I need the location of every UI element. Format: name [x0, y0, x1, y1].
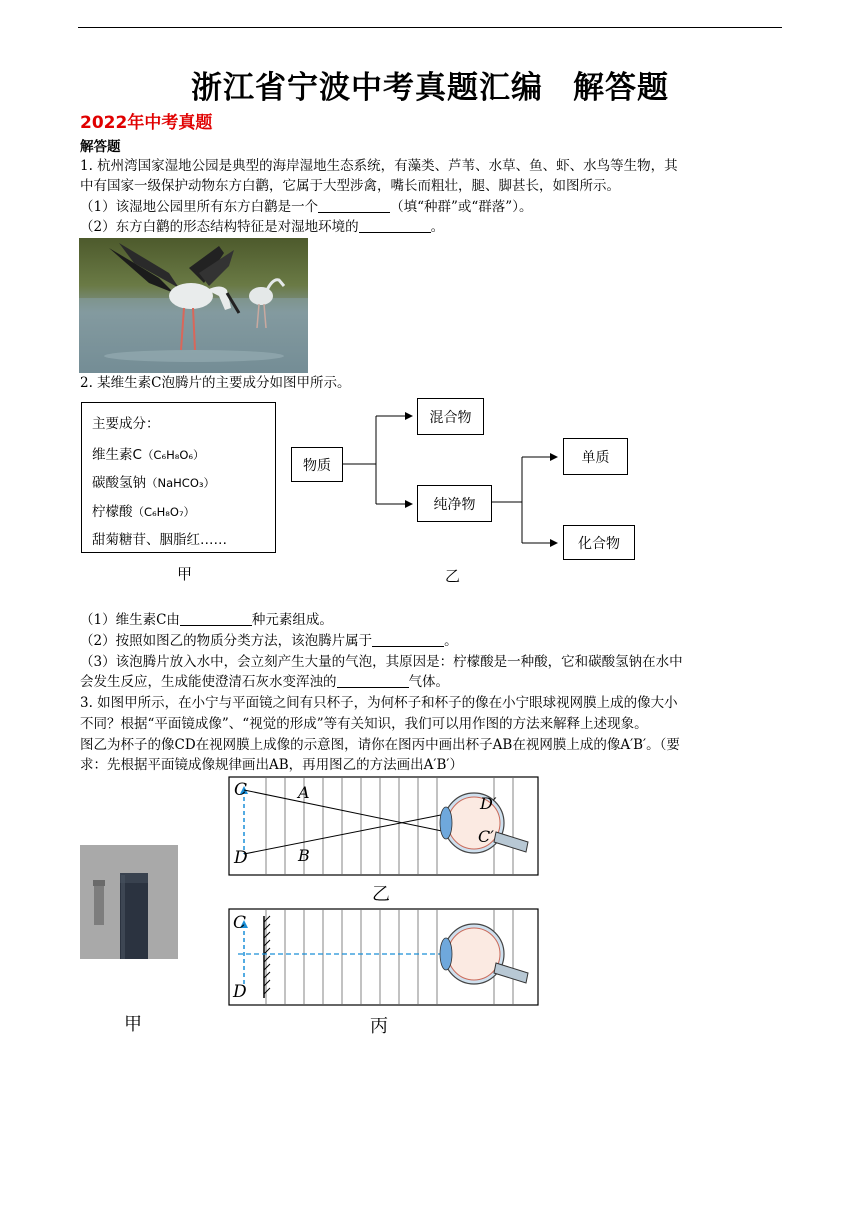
node-substance: 物质 — [291, 447, 343, 482]
q2-sub2-tail: 。 — [444, 633, 458, 649]
ingredient-name: 维生素C — [92, 447, 142, 463]
label-Cp-yi: C′ — [478, 827, 494, 846]
q3-line4: 求：先根据平面镜成像规律画出AB，再用图乙的方法画出A′B′） — [80, 757, 463, 773]
q2-sub1-tail: 种元素组成。 — [251, 612, 333, 628]
node-element: 单质 — [563, 438, 628, 475]
q2-sub3-tail: 气体。 — [408, 674, 449, 690]
fig-label-bing: 丙 — [370, 1016, 388, 1037]
q2-sub3-line1: （3）该泡腾片放入水中，会立刻产生大量的气泡，其原因是：柠檬酸是一种酸，它和碳酸氢钠在水中 — [80, 654, 683, 670]
q2-line1: 2. 某维生素C泡腾片的主要成分如图甲所示。 — [80, 375, 351, 391]
q1-sub2-text: （2）东方白鹳的形态结构特征是对湿地环境的 — [80, 219, 359, 235]
label-D-yi: D — [234, 848, 248, 868]
bottle-photo — [80, 845, 178, 959]
diagram-bing — [228, 908, 540, 1006]
title-main: 浙江省宁波中考真题汇编 — [191, 70, 543, 106]
q2-sub3-blank[interactable] — [337, 674, 409, 688]
q1-line2: 中有国家一级保护动物东方白鹳，它属于大型涉禽，嘴长而粗壮，腿、脚甚长，如图所示。 — [80, 178, 620, 194]
q1-sub1-tail: （填“种群”或“群落”）。 — [390, 199, 533, 215]
ingredient-name: 柠檬酸 — [92, 504, 133, 520]
ingredient-name: 碳酸氢钠 — [92, 475, 146, 491]
node-mixture: 混合物 — [417, 398, 484, 435]
ingredients-heading: 主要成分： — [92, 416, 160, 432]
q1-sub2-tail: 。 — [430, 219, 445, 235]
ingredient-formula: （C₆H₈O₆） — [141, 448, 205, 462]
q2-sub1-blank[interactable] — [180, 612, 252, 626]
label-D-bing: D — [233, 982, 247, 1002]
section-heading: 解答题 — [80, 139, 121, 155]
node-compound: 化合物 — [563, 525, 635, 560]
q2-sub1 — [80, 611, 333, 629]
q2-sub2-text: （2）按照如图乙的物质分类方法，该泡腾片属于 — [80, 633, 373, 649]
q2-sub2 — [80, 632, 458, 650]
q2-sub3-text: 会发生反应，生成能使澄清石灰水变浑浊的 — [80, 674, 337, 690]
q3-line1: 3. 如图甲所示，在小宁与平面镜之间有只杯子，为何杯子和杯子的像在小宁眼球视网膜上成的像大小 — [80, 695, 678, 711]
fig-label-jia: 甲 — [177, 565, 193, 583]
year-heading: 2022年中考真题 — [80, 113, 213, 133]
ingredient-formula: （NaHCO₃） — [146, 476, 215, 490]
fig-label-jia-3: 甲 — [124, 1014, 142, 1035]
ingredient-name: 甜菊糖苷、胭脂红…… — [92, 532, 227, 548]
label-B-yi: B — [298, 846, 310, 865]
node-pure: 纯净物 — [417, 485, 492, 522]
label-C-bing: C — [233, 913, 247, 933]
label-C-yi: C — [234, 780, 248, 800]
fig-label-yi: 乙 — [445, 567, 461, 585]
diagram-yi — [228, 776, 540, 876]
q1-line1: 1. 杭州湾国家湿地公园是典型的海岸湿地生态系统，有藻类、芦苇、水草、鱼、虾、水鸟等生物，其 — [80, 158, 678, 174]
q2-sub3-line2 — [80, 673, 449, 691]
q2-sub2-blank[interactable] — [372, 633, 444, 647]
fig-label-yi-3: 乙 — [372, 884, 390, 905]
q2-sub1-text: （1）维生素C由 — [80, 612, 180, 628]
q3-line2: 不同？根据“平面镜成像”、“视觉的形成”等有关知识，我们可以用作图的方法来解释上述现象。 — [80, 716, 648, 732]
q1-sub1-text: （1）该湿地公园里所有东方白鹳是一个 — [80, 199, 319, 215]
ingredient-formula: （C₆H₈O₇） — [132, 505, 196, 519]
label-A-yi: A — [298, 783, 310, 802]
title-suffix: 解答题 — [573, 70, 669, 106]
label-Dp-yi: D′ — [480, 794, 497, 813]
q3-line3: 图乙为杯子的像CD在视网膜上成像的示意图，请你在图丙中画出杯子AB在视网膜上成的像A′B′。（要 — [80, 737, 680, 753]
